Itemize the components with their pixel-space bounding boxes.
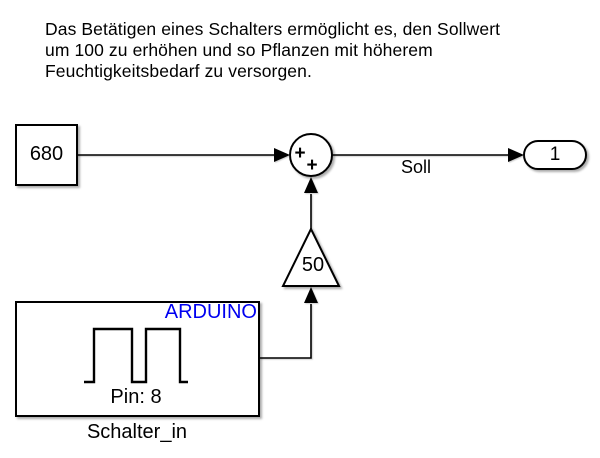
constant-block-value: 680: [29, 143, 64, 165]
arduino-block-name[interactable]: Schalter_in: [86, 421, 188, 443]
arrowhead-into-outport[interactable]: [508, 148, 524, 162]
arduino-pin-label: Pin: 8: [110, 386, 162, 408]
gain-block-value: 50: [301, 254, 325, 276]
sum-plus-sign-bottom: +: [306, 155, 318, 176]
arrowhead-into-sum-left[interactable]: [274, 148, 290, 162]
annotation-text[interactable]: [45, 19, 500, 82]
arrowhead-into-sum-bottom[interactable]: [304, 177, 318, 193]
sum-plus-sign-left: +: [294, 143, 306, 164]
signal-label-soll[interactable]: Soll: [400, 157, 431, 177]
outport-number: 1: [549, 144, 561, 165]
arduino-vendor-label: ARDUINO: [164, 301, 257, 323]
arrowhead-into-gain[interactable]: [304, 287, 318, 303]
annotation-line-1: Das Betätigen eines Schalters ermöglicht es, den Sollwert: [45, 19, 501, 39]
annotation-line-2: um 100 zu erhöhen und so Pflanzen mit höherem: [45, 40, 433, 60]
wire-arduino-to-gain[interactable]: [259, 304, 311, 358]
annotation-line-3: Feuchtigkeitsbedarf zu versorgen.: [45, 61, 312, 81]
